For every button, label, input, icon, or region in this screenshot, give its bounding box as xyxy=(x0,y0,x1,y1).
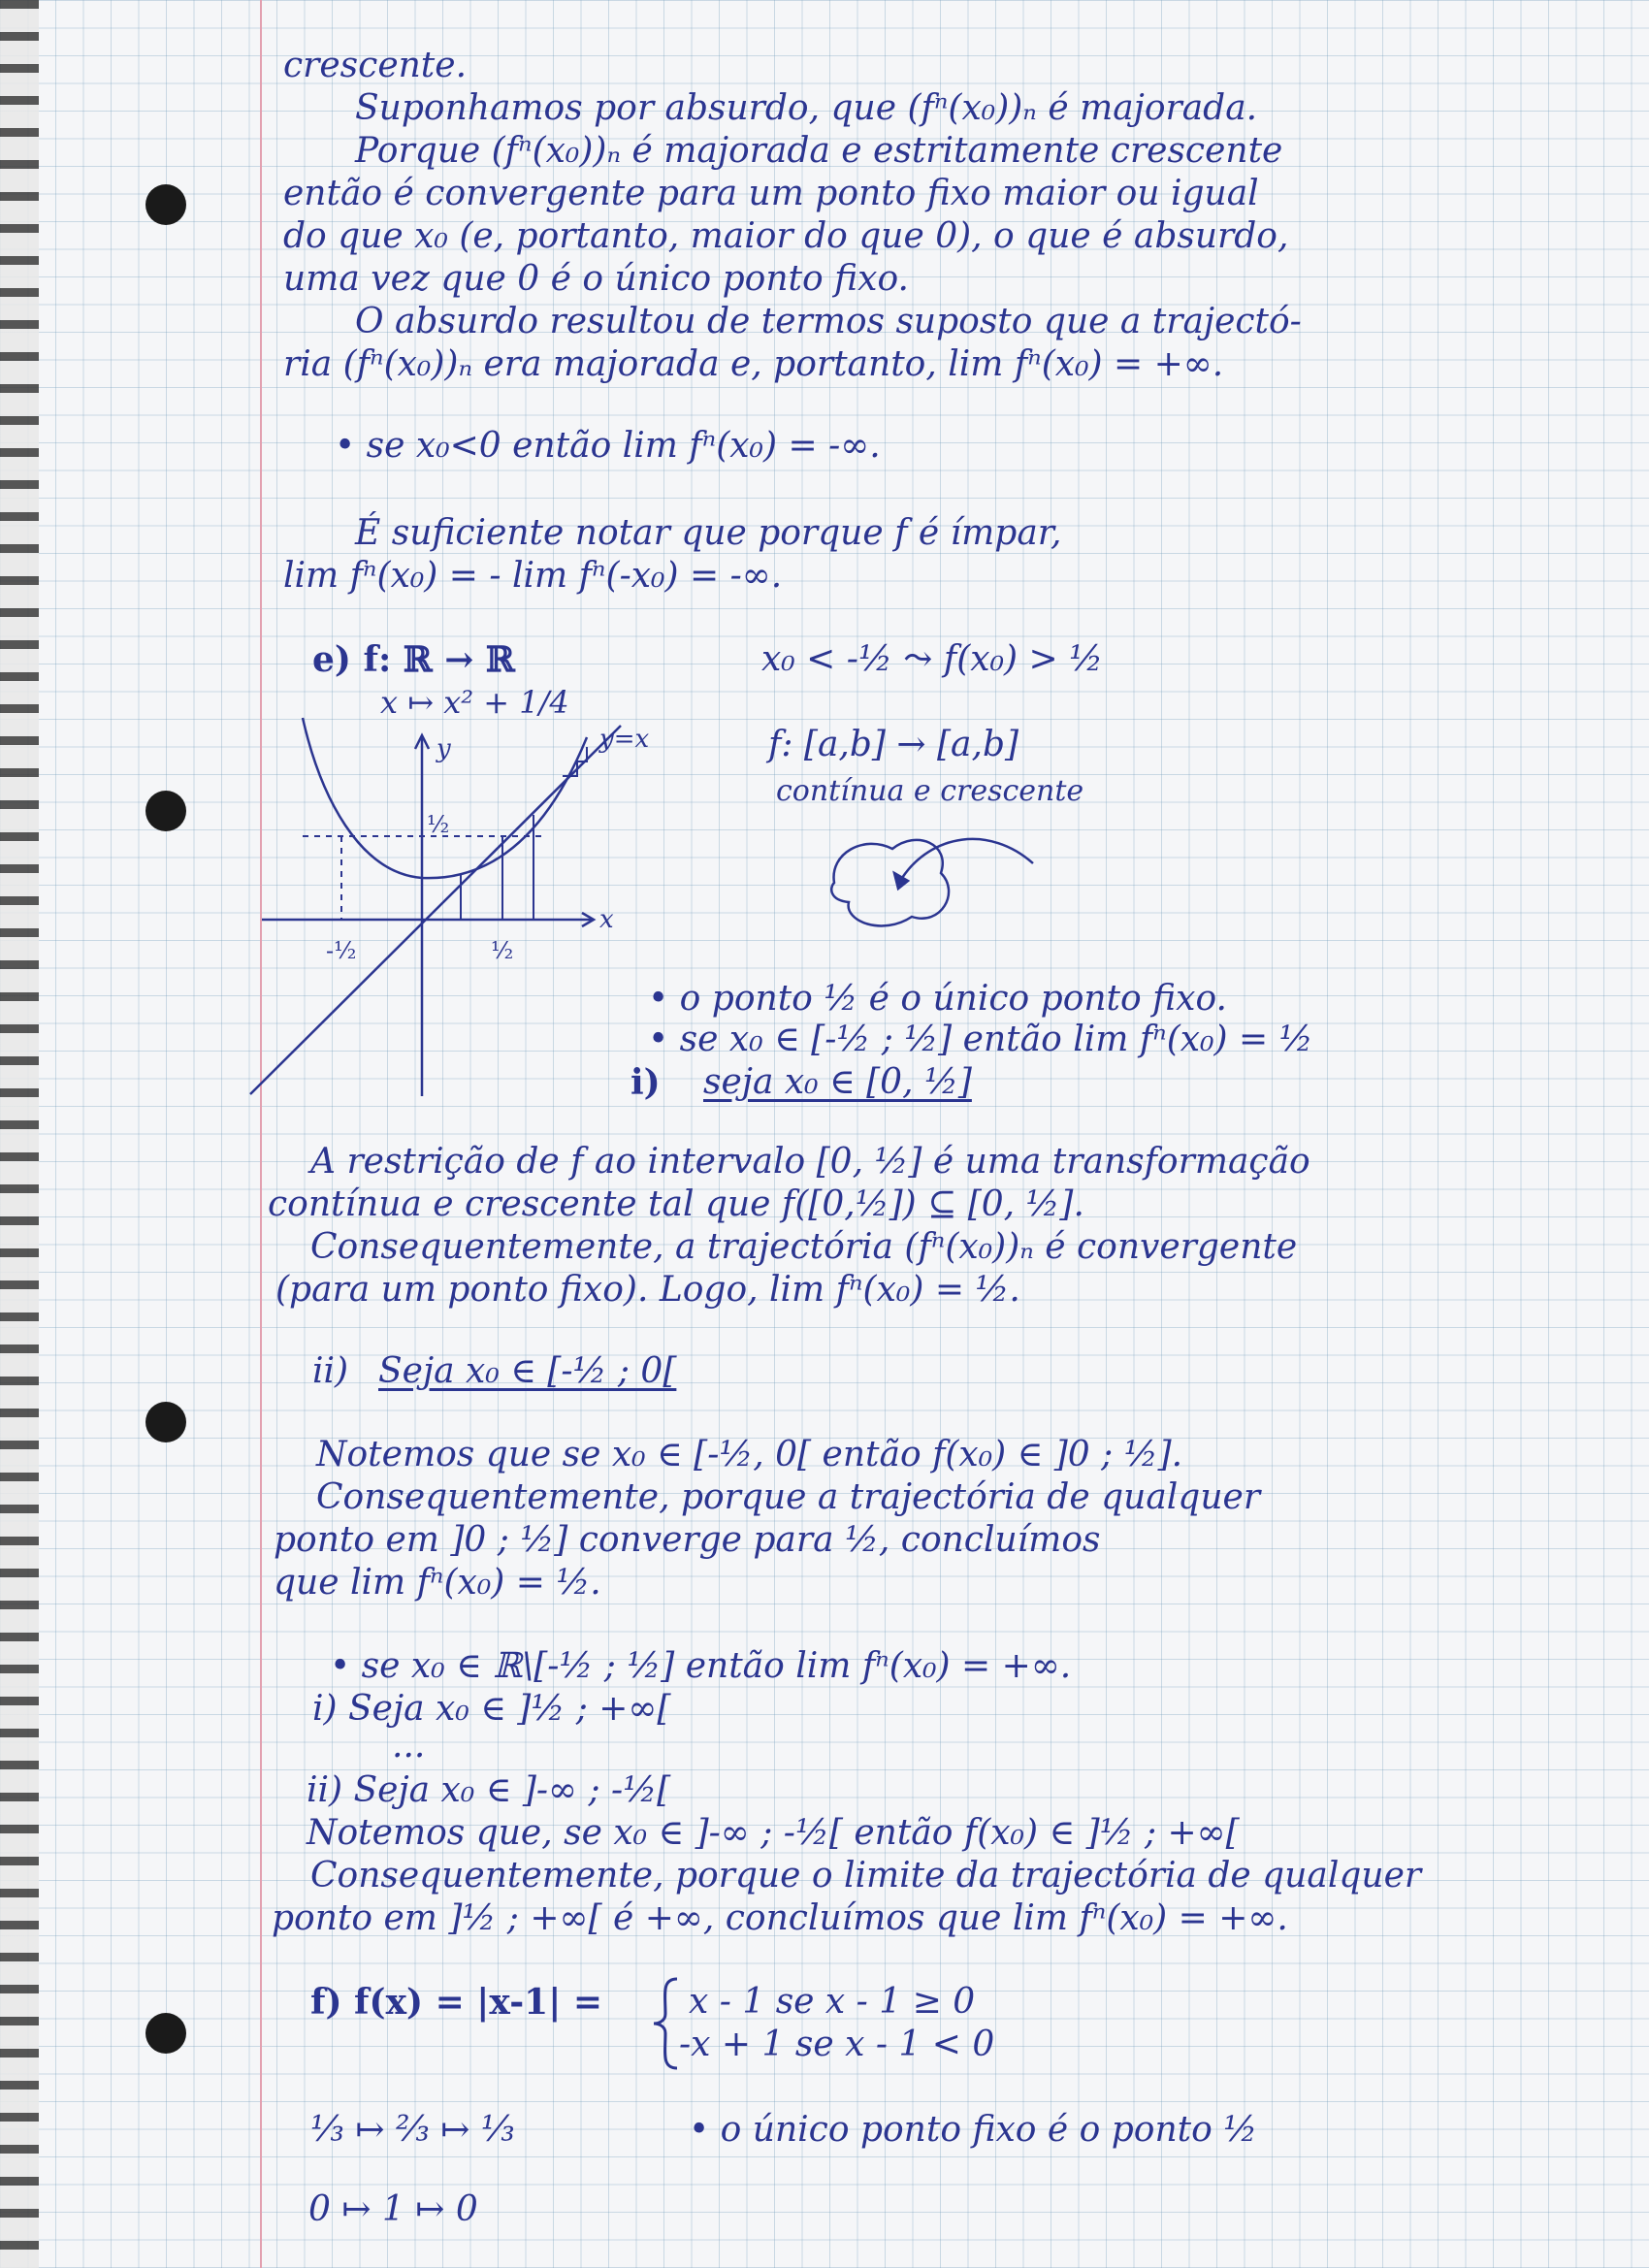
text-line: • se x₀ ∈ [-½ ; ½] então lim fⁿ(x₀) = ½ xyxy=(648,1020,1313,1059)
text-line: i) Seja x₀ ∈ ]½ ; +∞[ xyxy=(312,1689,671,1729)
text-line: crescente. xyxy=(283,46,468,85)
text-line: x₀ < -½ ⤳ f(x₀) > ½ xyxy=(761,639,1103,679)
graph-x-label: x xyxy=(599,905,614,934)
graph-line-label: y=x xyxy=(599,725,650,754)
text-line: • o único ponto fixo é o ponto ½ xyxy=(689,2110,1258,2150)
subsection-ii-title: Seja x₀ ∈ [-½ ; 0[ xyxy=(378,1351,677,1391)
text-line: contínua e crescente xyxy=(776,774,1084,808)
text-line: ⅓ ↦ ⅔ ↦ ⅓ xyxy=(310,2110,515,2150)
text-line: ponto em ]0 ; ½] converge para ½, concluímos xyxy=(274,1520,1101,1560)
text-line: lim fⁿ(x₀) = - lim fⁿ(-x₀) = -∞. xyxy=(283,556,783,596)
text-line: Suponhamos por absurdo, que (fⁿ(x₀))ₙ é majorada. xyxy=(355,88,1258,128)
text-line: ponto em ]½ ; +∞[ é +∞, concluímos que lim fⁿ(x₀) = +∞. xyxy=(272,1898,1288,1938)
graph-y-label: y xyxy=(436,734,451,763)
subsection-i-title: seja x₀ ∈ [0, ½] xyxy=(703,1062,972,1102)
text-line: Porque (fⁿ(x₀))ₙ é majorada e estritamente crescente xyxy=(355,131,1283,171)
text-line: (para um ponto fixo). Logo, lim fⁿ(x₀) = ½. xyxy=(275,1270,1020,1310)
piecewise-brace xyxy=(652,1975,681,2072)
text-line: contínua e crescente tal que f([0,½]) ⊆ [0, ½]. xyxy=(268,1184,1084,1224)
text-line: • se x₀<0 então lim fⁿ(x₀) = -∞. xyxy=(335,426,881,466)
graph-tick-neg-half: -½ xyxy=(326,937,357,964)
text-line: 0 ↦ 1 ↦ 0 xyxy=(308,2189,478,2229)
text-line: ... xyxy=(392,1726,426,1766)
punch-hole-3 xyxy=(146,1402,186,1442)
punch-hole-2 xyxy=(146,791,186,831)
function-graph xyxy=(252,718,698,1106)
subsection-i-label: i) xyxy=(630,1062,661,1103)
text-line: Notemos que, se x₀ ∈ ]-∞ ; -½[ então f(x₀) ∈ ]½ ; +∞[ xyxy=(307,1813,1240,1853)
text-line: f: [a,b] → [a,b] xyxy=(768,725,1019,764)
text-line: uma vez que 0 é o único ponto fixo. xyxy=(283,259,909,299)
text-line: que lim fⁿ(x₀) = ½. xyxy=(274,1563,601,1603)
subsection-ii-label: ii) xyxy=(312,1351,349,1391)
spiral-binding xyxy=(0,0,39,2268)
text-line: O absurdo resultou de termos suposto que a trajectó- xyxy=(355,302,1302,341)
text-line: Consequentemente, a trajectória (fⁿ(x₀))ₙ é convergente xyxy=(310,1227,1298,1267)
piecewise-case-1: x - 1 se x - 1 ≥ 0 xyxy=(689,1982,976,2022)
text-line: É suficiente notar que porque f é ímpar, xyxy=(355,513,1062,553)
section-e-heading: e) f: ℝ → ℝ xyxy=(312,639,515,680)
blob-doodle xyxy=(824,825,1048,941)
text-line: x ↦ x² + 1/4 xyxy=(380,684,569,721)
text-line: ria (fⁿ(x₀))ₙ era majorada e, portanto, lim fⁿ(x₀) = +∞. xyxy=(283,344,1224,384)
line-y-equals-x xyxy=(250,726,621,1094)
text-line: • se x₀ ∈ ℝ\[-½ ; ½] então lim fⁿ(x₀) = +∞. xyxy=(330,1646,1072,1686)
graph-tick-half-y: ½ xyxy=(427,811,450,838)
text-line: Notemos que se x₀ ∈ [-½, 0[ então f(x₀) ∈ ]0 ; ½]. xyxy=(316,1435,1183,1474)
text-line: do que x₀ (e, portanto, maior do que 0), o que é absurdo, xyxy=(283,216,1289,256)
text-line: Consequentemente, porque o limite da trajectória de qualquer xyxy=(310,1856,1422,1895)
text-line: A restrição de f ao intervalo [0, ½] é uma transformação xyxy=(310,1142,1310,1182)
section-f-heading: f) f(x) = |x-1| = xyxy=(310,1982,603,2023)
margin-line xyxy=(260,0,262,2268)
text-line: então é convergente para um ponto fixo maior ou igual xyxy=(283,174,1259,213)
text-line: Consequentemente, porque a trajectória de qualquer xyxy=(316,1477,1261,1517)
graph-tick-pos-half: ½ xyxy=(491,937,514,964)
punch-hole-1 xyxy=(146,184,186,225)
text-line: ii) Seja x₀ ∈ ]-∞ ; -½[ xyxy=(307,1770,671,1810)
text-line: • o ponto ½ é o único ponto fixo. xyxy=(648,979,1227,1019)
piecewise-case-2: -x + 1 se x - 1 < 0 xyxy=(679,2025,995,2064)
punch-hole-4 xyxy=(146,2013,186,2054)
